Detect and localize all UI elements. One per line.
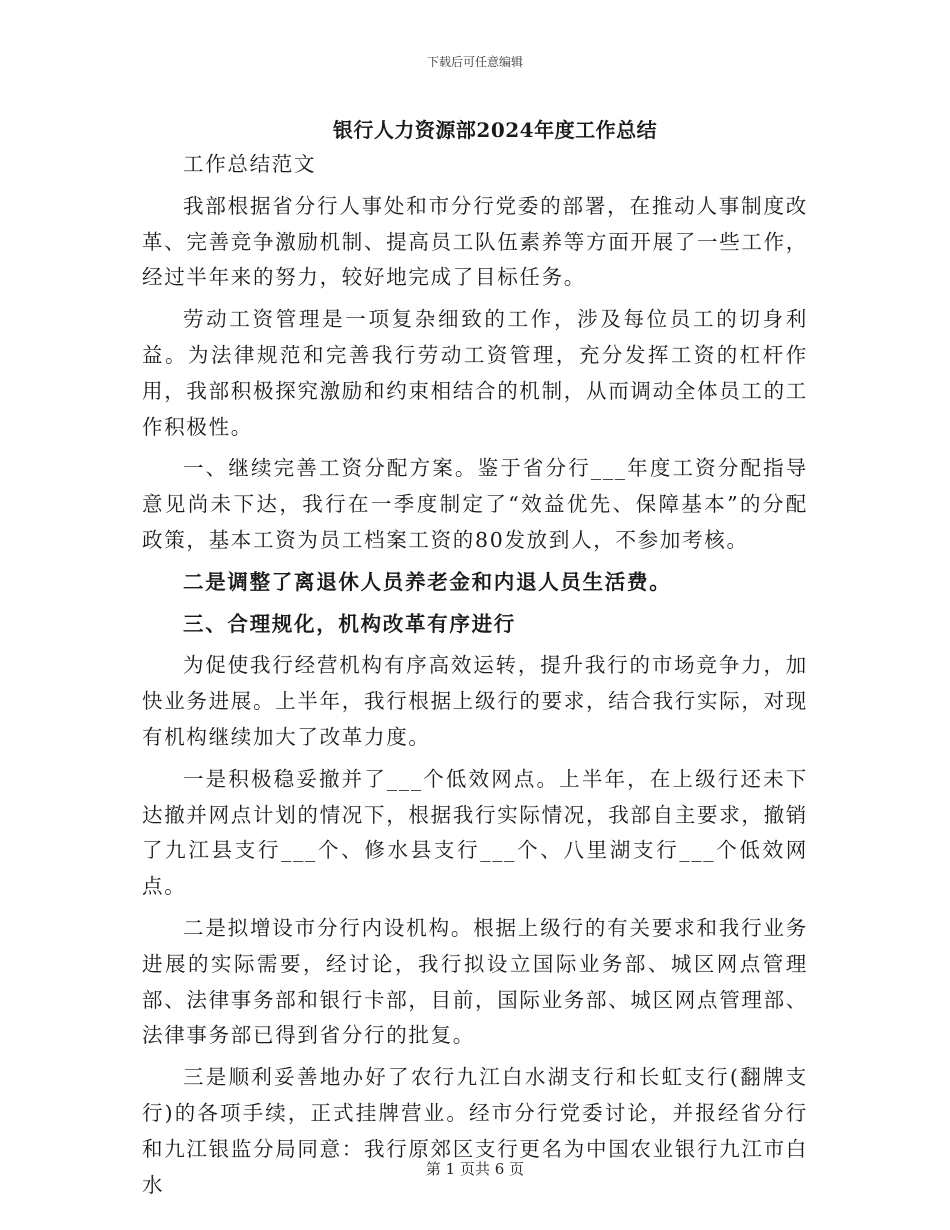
- document-title: 银行人力资源部2024年度工作总结: [332, 118, 658, 142]
- paragraph: 劳动工资管理是一项复杂细致的工作，涉及每位员工的切身利益。为法律规范和完善我行劳动工资管理，充分发挥工资的杠杆作用，我部积极探究激励和约束相结合的机制，从而调动全体员工的工作积极性。: [142, 307, 808, 439]
- paragraph: 三是顺利妥善地办好了农行九江白水湖支行和长虹支行(翻牌支行)的各项手续，正式挂牌营业。经市分行党委讨论，并报经省分行和九江银监分局同意：我行原郊区支行更名为中国农业银行九江市白水: [142, 1065, 808, 1197]
- paragraph: 我部根据省分行人事处和市分行党委的部署，在推动人事制度改革、完善竞争激励机制、提高员工队伍素养等方面开展了一些工作，经过半年来的努力，较好地完成了目标任务。: [142, 193, 808, 290]
- page-header-note: 下载后可任意编辑: [426, 55, 523, 69]
- paragraph-bold: 二是调整了离退休人员养老金和内退人员生活费。: [183, 569, 672, 594]
- paragraph-subtitle: 工作总结范文: [183, 152, 317, 176]
- paragraph: 一、继续完善工资分配方案。鉴于省分行___年度工资分配指导意见尚未下达，我行在一季度制定了“效益优先、保障基本”的分配政策，基本工资为员工档案工资的80发放到人，不参加考核。: [142, 456, 808, 552]
- paragraph: 为促使我行经营机构有序高效运转，提升我行的市场竞争力，加快业务进展。上半年，我行根据上级行的要求，结合我行实际，对现有机构继续加大了改革力度。: [142, 653, 808, 749]
- page-indicator: 第 1 页共 6 页: [425, 1160, 525, 1178]
- document-body: [142, 147, 808, 1209]
- paragraph: 二是拟增设市分行内设机构。根据上级行的有关要求和我行业务进展的实际需要，经讨论，我行拟设立国际业务部、城区网点管理部、法律事务部和银行卡部，目前，国际业务部、城区网点管理部、法律事务部已得到省分行的批复。: [142, 915, 808, 1048]
- section-heading: 三、合理规化，机构改革有序进行: [183, 611, 516, 636]
- paragraph: 一是积极稳妥撤并了___个低效网点。上半年，在上级行还未下达撤并网点计划的情况下，根据我行实际情况，我部自主要求，撤销了九江县支行___个、修水县支行___个、八里湖支行___个低效网点。: [142, 766, 808, 899]
